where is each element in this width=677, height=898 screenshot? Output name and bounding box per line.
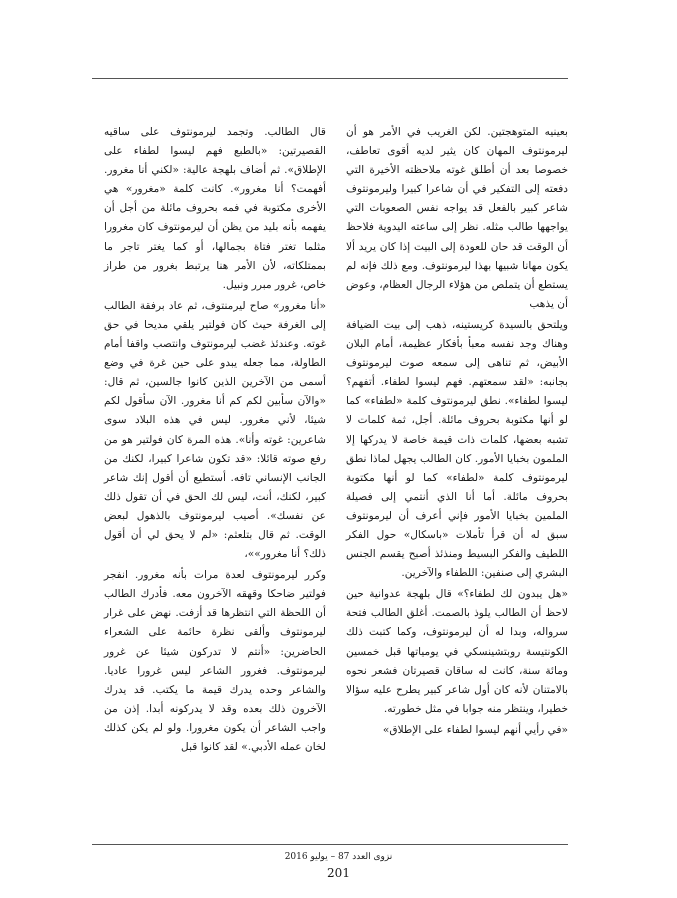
bottom-rule <box>92 844 568 845</box>
paragraph: «في رأيي أنهم ليسوا لطفاء على الإطلاق» <box>382 723 568 736</box>
page-number: 201 <box>327 866 350 880</box>
text-column-left <box>104 123 326 757</box>
top-rule <box>92 78 568 79</box>
paragraph: ويلتحق بالسيدة كريستينه، ذهب إلى بيت الضيافة وهناك وجد نفسه معبأ بأفكار عظيمة، أمام البلان الأبيض، ثم تناهى إلى سمعه صوت ليرمونتوف بجانبه: «لقد سمعتهم. فهم ليسوا لطفاء. أتفهم؟ ليسوا لطفاء». نطق ليرمونتوف كلمة «لطفاء» كما لو أنها مكتوبة بحروف مائلة. أجل، ثمة كلمات لا تشبه بعضها، كلمات ذات قيمة خاصة لا يدركها إلا الملمون بخبايا الأمور. كان الطالب يجهل لماذا نطق ليرمونتوف كلمة «لطفاء» كما لو أنها مكتوبة بحروف مائلة. أما أنا الذي أنتمي إلى فصيلة الملمين بخبايا الأمور فإني أعرف أن ليرمونتوف سبق له أن قرأ تأملات «باسكال» حول الفكر اللطيف والفكر البسيط ومنذئذ أصبح يقسم الجنس البشري إلى صنفين: اللطفاء والآخرين. <box>346 318 568 580</box>
footer-issue-info: نزوى العدد 87 – يوليو 2016 <box>284 852 393 862</box>
paragraph: قال الطالب. وتجمد ليرمونتوف على ساقيه القصيرتين: «بالطبع فهم ليسوا لطفاء على الإطلاق». ثم أضاف بلهجة عالية: «لكني أنا مغرور. أفهمت؟ أنا مغرور». كانت كلمة «مغرور» هي الأخرى مكتوبة في فمه بحروف مائلة من أجل أن يفهمه بأنه بليد من يظن أن ليرمونتوف كان مغرورا مثلما تغتر فتاة بجمالها، أو كما يغتر تاجر ما بممتلكاته، لأن الأمر هنا يرتبط بغرور من طراز خاص، غرور مبرر ونبيل. <box>104 126 326 291</box>
paragraph: «أنا مغرور» صاح ليرمنتوف، ثم عاد برفقة الطالب إلى الغرفة حيث كان فولتير يلقي مديحا في حق غوته. وعندئذ غضب ليرمونتوف وانتصب واقفا أمام الطاولة، مما جعله يبدو على حين غرة في وضع أسمى من الآخرين الذين كانوا جالسين، ثم قال: «والآن سأبين لكم كم أنا مغرور. الآن سأقول لكم شيئا، لأني مغرور. ليس في هذه البلاد سوى شاعرين: غوته وأنا». هذه المرة كان فولتير هو من رفع صوته قائلا: «قد تكون شاعرا كبيرا، لكنك من الجانب الإنساني تافه. أستطيع أن أقول إنك شاعر كبير، لكنك، أنت، ليس لك الحق في أن تقول ذلك عن نفسك». أصيب ليرمونتوف بالذهول لبعض الوقت. ثم قال بتلعثم: «لم لا يحق لي أن أقول ذلك؟ أنا مغرور»»، <box>104 299 326 561</box>
paragraph: «هل يبدون لك لطفاء؟» قال بلهجة عدوانية حين لاحظ أن الطالب يلوذ بالصمت. أغلق الطالب فتحة سرواله، وبدا له أن ليرمونتوف، وكما كتبت ذلك الكونتيسة روبتشينسكي في يومياتها قبل خمسين ومائة سنة، كانت له ساقان قصيرتان فشعر نحوه بالامتنان لأنه كان أول شاعر كبير يطرح عليه سؤالا خطيرا، وينتظر منه جوابا في مثل خطورته. <box>346 588 568 715</box>
text-column-right <box>346 123 568 740</box>
paragraph: وكرر ليرمونتوف لعدة مرات بأنه مغرور. انفجر فولتير ضاحكا وقهقه الآخرون معه. فأدرك الطالب أن اللحظة التي انتظرها قد أزفت. نهض على غرار ليرمونتوف وألقى نظرة حائمة على الشعراء الحاضرين: «أنتم لا تدركون شيئا عن غرور ليرمونتوف. فغرور الشاعر ليس غرورا عاديا. والشاعر وحده يدرك قيمة ما يكتب. قد يدرك الآخرون ذلك بعده وقد لا يدركونه أبدا. إذن من واجب الشاعر أن يكون مغرورا. ولو لم يكن كذلك لخان عمله الأدبي.» لقد كانوا قبل <box>104 569 326 753</box>
paragraph: بعينيه المتوهجتين. لكن الغريب في الأمر هو أن ليرمونتوف المهان كان يثير لديه أقوى تعاطف، خصوصا بعد أن أطلق غوته ملاحظته الأخيرة التي دفعته إلى التفكير في أن شاعرا كبيرا وليرمونتوف شاعر كبير بالفعل قد يواجه نفس الصعوبات التي يواجهها طالب مثله. نظر إلى ساعته اليدوية فلاحظ أن الوقت قد حان للعودة إلى البيت إذا كان يريد ألا يكون مهانا شبيها بهذا ليرمونتوف. ومع ذلك فإنه لم يستطع أن يتملص من هؤلاء الرجال العظام، وعوض أن يذهب <box>346 126 568 310</box>
